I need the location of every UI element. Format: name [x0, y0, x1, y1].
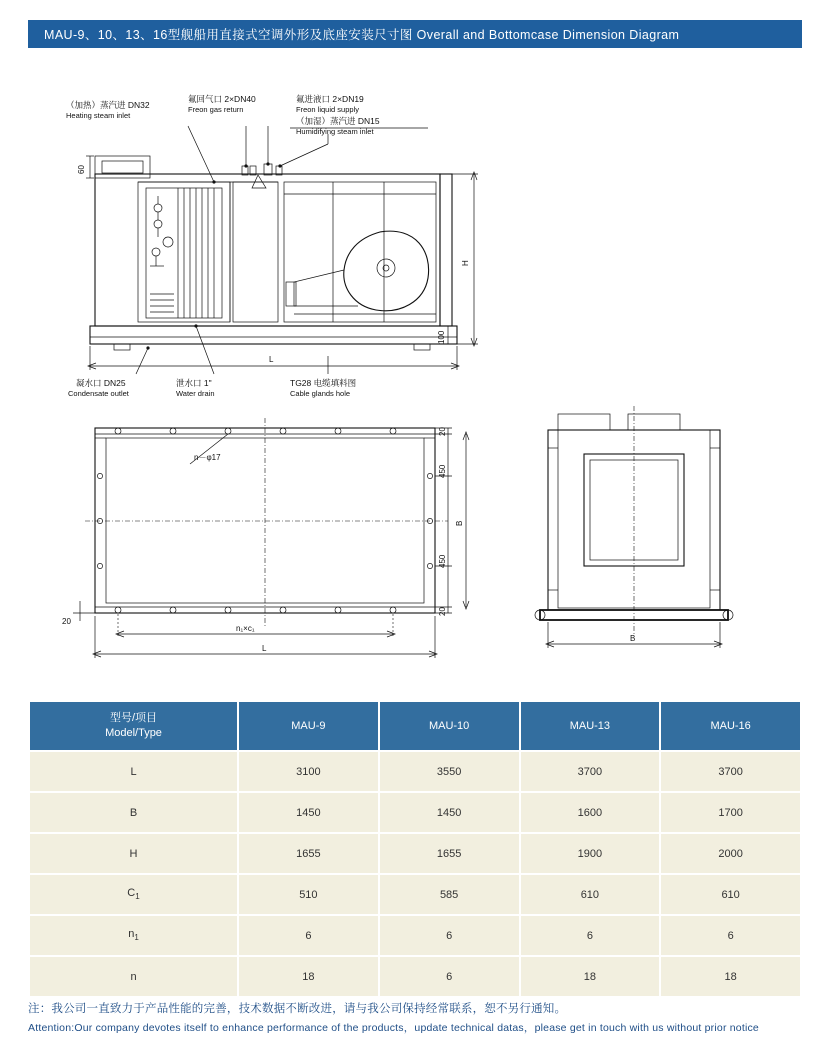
specification-table-wrapper: [28, 700, 802, 998]
cell-n-mau10: 6: [379, 956, 520, 997]
callout-condensate-en: Condensate outlet: [68, 389, 129, 398]
svg-text:L: L: [269, 355, 274, 364]
page-title: MAU-9、10、13、16型舰船用直接式空调外形及底座安装尺寸图 Overall and Bottomcase Dimension Diagram: [44, 28, 680, 42]
cell-n-mau9: 18: [238, 956, 379, 997]
callout-freon-gas-en: Freon gas return: [188, 105, 244, 114]
note-english: Attention:Our company devotes itself to enhance performance of the products，update technical datas，please get in touch with us without prior notice: [28, 1022, 759, 1034]
table-header-mau9: MAU-9: [238, 701, 379, 751]
table-row: [29, 792, 801, 833]
svg-text:450: 450: [438, 554, 447, 568]
row-label-c1: $C_1$: [29, 874, 238, 915]
cell-b-mau9: 1450: [238, 792, 379, 833]
row-label-l: L: [29, 751, 238, 792]
table-header-model-cn: 型号/项目: [109, 712, 158, 725]
callout-cable-gland-en: Cable glands hole: [290, 389, 351, 398]
svg-text:B: B: [455, 520, 464, 526]
callout-humid-steam-cn: （加湿）蒸汽进 DN15: [296, 116, 380, 126]
table-body: [29, 751, 801, 997]
row-label-n: n: [29, 956, 238, 997]
cell-b-mau16: 1700: [660, 792, 801, 833]
cell-n-mau16: 18: [660, 956, 801, 997]
cell-l-mau13: 3700: [520, 751, 661, 792]
table-header-model: [29, 701, 238, 751]
callout-humid-steam-en: Humidifying steam inlet: [296, 127, 374, 136]
hole-note: n－φ17: [194, 453, 221, 462]
cell-b-mau13: 1600: [520, 792, 661, 833]
table-row: [29, 874, 801, 915]
callout-heating-steam-cn: （加热）蒸汽进 DN32: [66, 100, 150, 110]
svg-text:H: H: [461, 260, 470, 266]
cell-c1-mau9: 510: [238, 874, 379, 915]
table-header-mau16: MAU-16: [660, 701, 801, 751]
footer-notes: [28, 1000, 818, 1035]
row-label-n1: $n_1$: [29, 915, 238, 956]
callout-cable-gland-cn: TG28 电缆填料图: [290, 378, 357, 388]
cell-h-mau9: 1655: [238, 833, 379, 874]
front-elevation-view: [66, 94, 478, 398]
cell-n1-mau10: 6: [379, 915, 520, 956]
row-label-h: H: [29, 833, 238, 874]
callout-freon-gas-cn: 氟回气口 2×DN40: [188, 94, 256, 104]
svg-text:60: 60: [77, 165, 86, 174]
bottom-plan-view: [62, 418, 469, 658]
cell-l-mau10: 3550: [379, 751, 520, 792]
table-header-row: [29, 701, 801, 751]
svg-text:450: 450: [438, 464, 447, 478]
callout-condensate-cn: 凝水口 DN25: [76, 378, 126, 388]
svg-text:20: 20: [62, 617, 71, 626]
specification-table: [28, 700, 802, 998]
cell-h-mau10: 1655: [379, 833, 520, 874]
cell-c1-mau16: 610: [660, 874, 801, 915]
page-header: [28, 20, 802, 48]
drawing-svg: [28, 56, 802, 686]
cell-n1-mau16: 6: [660, 915, 801, 956]
cell-h-mau16: 2000: [660, 833, 801, 874]
cell-l-mau16: 3700: [660, 751, 801, 792]
cell-l-mau9: 3100: [238, 751, 379, 792]
side-view: [535, 406, 733, 648]
svg-text:20: 20: [438, 607, 447, 616]
callout-drain-en: Water drain: [176, 389, 215, 398]
note-chinese: 注：我公司一直致力于产品性能的完善，技术数据不断改进，请与我公司保持经常联系，恕不另行通知。: [28, 1003, 567, 1015]
table-row: [29, 956, 801, 997]
table-header-model-en: Model/Type: [105, 727, 162, 739]
side-width-dim: B: [630, 634, 636, 643]
svg-text:20: 20: [438, 427, 447, 436]
callout-freon-liquid-en: Freon liquid supply: [296, 105, 359, 114]
cell-n-mau13: 18: [520, 956, 661, 997]
svg-text:100: 100: [437, 330, 446, 344]
table-row: [29, 751, 801, 792]
cell-c1-mau13: 610: [520, 874, 661, 915]
callout-drain-cn: 泄水口 1": [176, 378, 212, 388]
row-label-b: B: [29, 792, 238, 833]
technical-drawing: [28, 56, 802, 686]
table-head: [29, 701, 801, 751]
cell-c1-mau10: 585: [379, 874, 520, 915]
table-header-mau13: MAU-13: [520, 701, 661, 751]
cell-n1-mau13: 6: [520, 915, 661, 956]
cell-b-mau10: 1450: [379, 792, 520, 833]
table-header-mau10: MAU-10: [379, 701, 520, 751]
callout-heating-steam-en: Heating steam inlet: [66, 111, 131, 120]
cell-h-mau13: 1900: [520, 833, 661, 874]
pitch-dim: n₁×c₁: [236, 624, 255, 633]
cell-n1-mau9: 6: [238, 915, 379, 956]
table-row: [29, 915, 801, 956]
plan-length-dim: L: [262, 644, 267, 653]
callout-freon-liquid-cn: 氟进液口 2×DN19: [296, 94, 364, 104]
table-row: [29, 833, 801, 874]
